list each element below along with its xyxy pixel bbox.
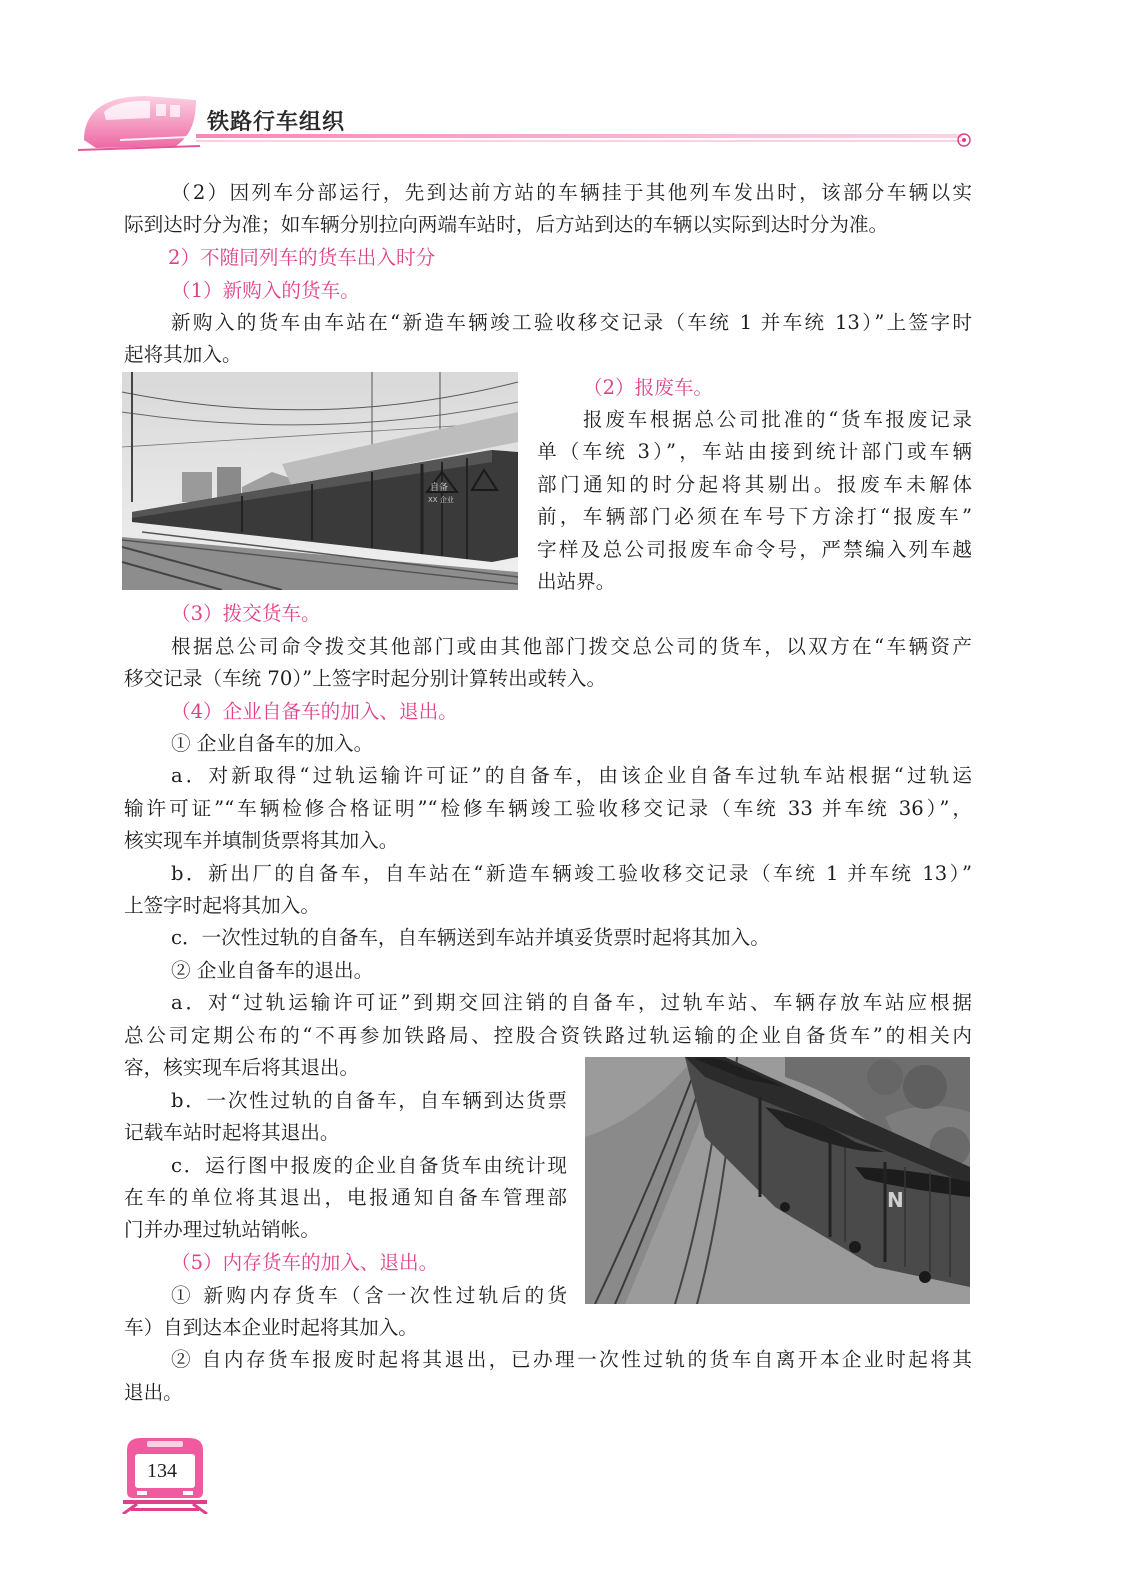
paragraph: b．一次性过轨的自备车，自车辆到达货票	[171, 1089, 567, 1112]
paragraph: 起将其加入。	[124, 343, 242, 366]
page-number: 134	[147, 1460, 177, 1482]
paragraph: 前，车辆部门必须在车号下方涂打“报废车”	[537, 505, 972, 528]
list-item: ① 企业自备车的加入。	[171, 732, 374, 755]
paragraph: ② 自内存货车报废时起将其退出，已办理一次性过轨的货车自离开本企业时起将其	[171, 1348, 972, 1371]
wagon-marking: XX 企业	[428, 496, 454, 504]
paragraph: 部门通知的时分起将其剔出。报废车未解体	[537, 473, 972, 496]
paragraph: 出站界。	[537, 570, 616, 593]
freight-train-photo	[122, 372, 518, 590]
paragraph: a．对新取得“过轨运输许可证”的自备车，由该企业自备车过轨车站根据“过轨运	[171, 764, 972, 787]
paragraph: 记载车站时起将其退出。	[124, 1121, 340, 1144]
paragraph: 输许可证”“车辆检修合格证明”“检修车辆竣工验收移交记录（车统 33 并车统 36）”，	[124, 797, 972, 820]
paragraph: 单（车统 3）”，车站由接到统计部门或车辆	[537, 440, 972, 463]
paragraph: 新购入的货车由车站在“新造车辆竣工验收移交记录（车统 1 并车统 13）”上签字时	[171, 311, 972, 334]
paragraph: 字样及总公司报废车命令号，严禁编入列车越	[537, 538, 972, 561]
subsection-heading: （1）新购入的货车。	[171, 279, 360, 302]
coal-train-photo	[585, 1057, 970, 1304]
page-header	[0, 0, 1127, 170]
paragraph: 报废车根据总公司批准的“货车报废记录	[583, 408, 972, 431]
list-item: ② 企业自备车的退出。	[171, 959, 374, 982]
paragraph: 退出。	[124, 1381, 183, 1404]
paragraph: 际到达时分为准；如车辆分别拉向两端车站时，后方站到达的车辆以实际到达时分为准。	[124, 213, 889, 236]
paragraph: 核实现车并填制货票将其加入。	[124, 829, 399, 852]
paragraph: 总公司定期公布的“不再参加铁路局、控股合资铁路过轨运输的企业自备货车”的相关内	[124, 1024, 972, 1047]
paragraph: a．对“过轨运输许可证”到期交回注销的自备车，过轨车站、车辆存放车站应根据	[171, 991, 972, 1014]
paragraph: c．一次性过轨的自备车，自车辆送到车站并填妥货票时起将其加入。	[171, 926, 770, 949]
wagon-marking: 自备	[430, 483, 449, 493]
train-header-graphic	[0, 0, 1127, 170]
subsection-heading: （3）拨交货车。	[171, 602, 321, 625]
paragraph: 容，核实现车后将其退出。	[124, 1056, 360, 1079]
paragraph: 上签字时起将其加入。	[124, 894, 320, 917]
subsection-heading: （4）企业自备车的加入、退出。	[171, 700, 458, 723]
paragraph: 根据总公司命令拨交其他部门或由其他部门拨交总公司的货车，以双方在“车辆资产	[171, 635, 972, 658]
paragraph: ① 新购内存货车（含一次性过轨后的货	[171, 1284, 567, 1307]
section-heading: 2）不随同列车的货车出入时分	[168, 246, 436, 269]
paragraph: c．运行图中报废的企业自备货车由统计现	[171, 1154, 567, 1177]
subsection-heading: （5）内存货车的加入、退出。	[171, 1251, 439, 1274]
paragraph: 车）自到达本企业时起将其加入。	[124, 1316, 418, 1339]
subsection-heading: （2）报废车。	[583, 376, 714, 399]
wagon-marking: N	[887, 1188, 904, 1212]
paragraph: 在车的单位将其退出，电报通知自备车管理部	[124, 1186, 567, 1209]
book-title: 铁路行车组织	[207, 110, 346, 135]
paragraph: （2）因列车分部运行，先到达前方站的车辆挂于其他列车发出时，该部分车辆以实	[171, 181, 972, 204]
paragraph: b．新出厂的自备车，自车站在“新造车辆竣工验收移交记录（车统 1 并车统 13）”	[171, 862, 972, 885]
paragraph: 移交记录（车统 70）”上签字时起分别计算转出或转入。	[124, 667, 607, 690]
paragraph: 门并办理过轨站销帐。	[124, 1218, 320, 1241]
